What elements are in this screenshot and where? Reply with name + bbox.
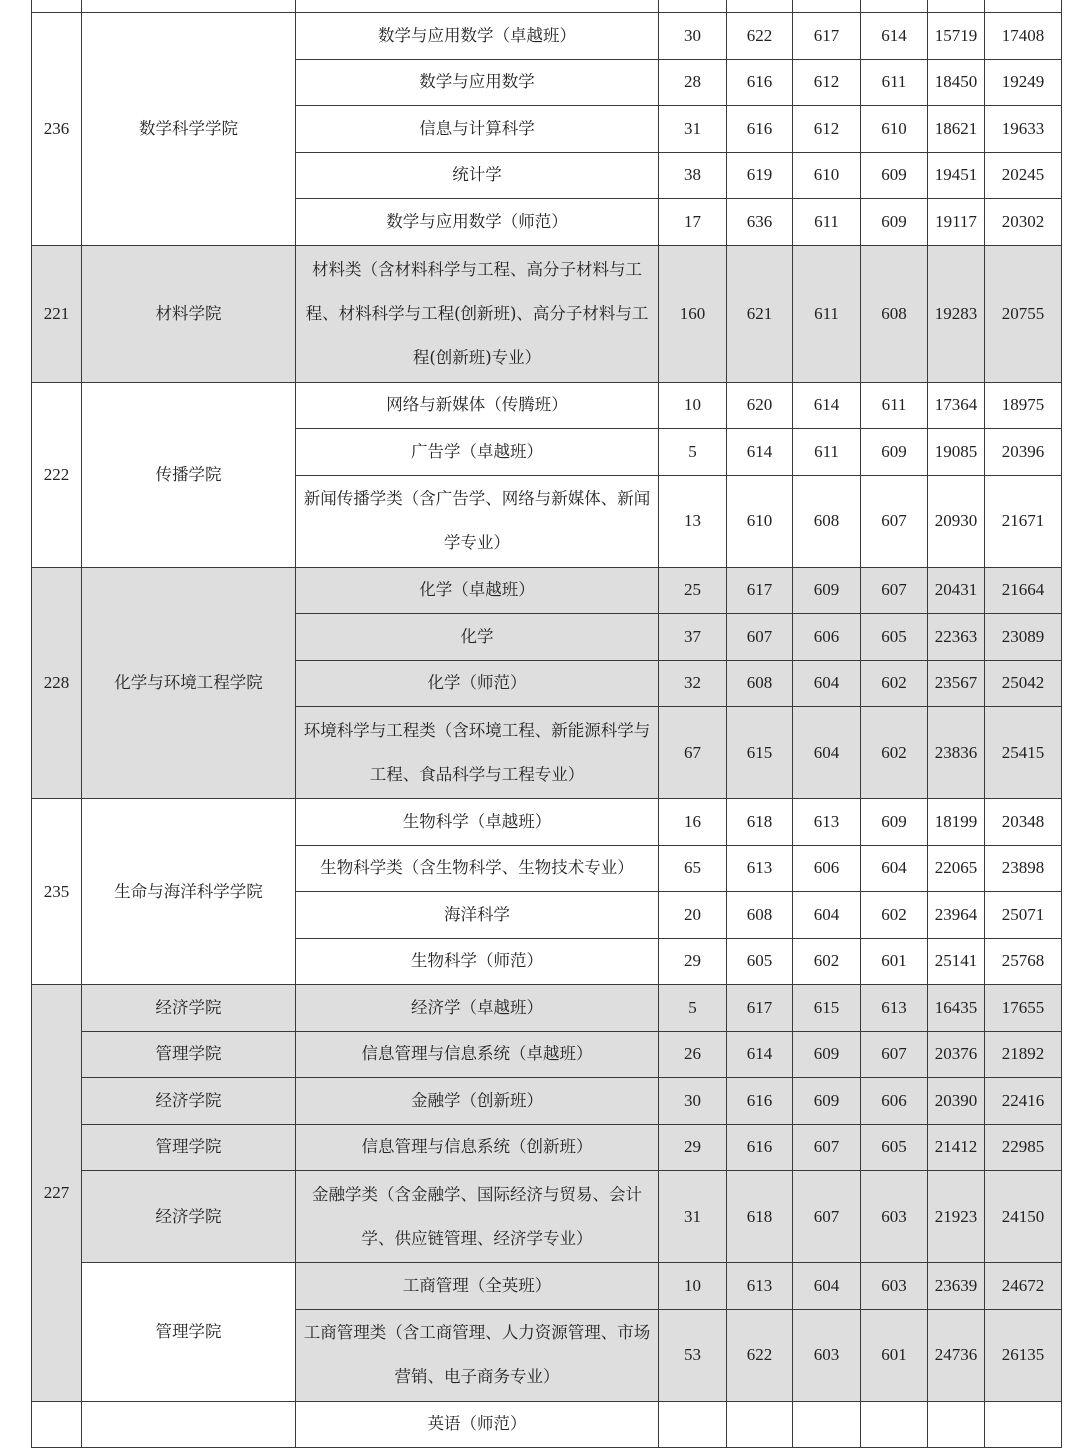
- min-score-cell: 611: [861, 59, 928, 106]
- avg-score-cell: 603: [793, 1309, 861, 1401]
- max-score-cell: 615: [727, 707, 793, 799]
- min-score-cell: 607: [861, 475, 928, 567]
- avg-score-cell: 609: [793, 1078, 861, 1125]
- max-score-cell: 616: [727, 1124, 793, 1171]
- max-score-cell: 621: [727, 245, 793, 382]
- rank-cell: 20376: [928, 1031, 985, 1078]
- rank-cell: 22363: [928, 614, 985, 661]
- table-cell: [32, 1401, 82, 1448]
- plan-cell: 38: [659, 152, 727, 199]
- min-score-cell: 609: [861, 152, 928, 199]
- rank-cell: 21892: [985, 1031, 1062, 1078]
- rank-cell: 18975: [985, 382, 1062, 429]
- max-score-cell: 613: [727, 1263, 793, 1310]
- plan-cell: 10: [659, 1263, 727, 1310]
- rank-cell: 17408: [985, 13, 1062, 60]
- rank-cell: 20431: [928, 567, 985, 614]
- min-score-cell: 614: [861, 13, 928, 60]
- table-row: [32, 0, 1062, 13]
- rank-cell: 20930: [928, 475, 985, 567]
- rank-cell: 22065: [928, 845, 985, 892]
- max-score-cell: 608: [727, 892, 793, 939]
- rank-cell: 20348: [985, 799, 1062, 846]
- major-cell: 信息管理与信息系统（卓越班）: [296, 1031, 659, 1078]
- major-cell: 新闻传播学类（含广告学、网络与新媒体、新闻学专业）: [296, 475, 659, 567]
- college-cell: 经济学院: [82, 1171, 296, 1263]
- max-score-cell: 636: [727, 199, 793, 246]
- rank-cell: 25071: [985, 892, 1062, 939]
- avg-score-cell: 615: [793, 985, 861, 1032]
- table-cell: [793, 0, 861, 13]
- table-cell: [82, 0, 296, 13]
- group-code-cell: 235: [32, 799, 82, 985]
- avg-score-cell: 611: [793, 245, 861, 382]
- table-cell: [32, 0, 82, 13]
- rank-cell: 18450: [928, 59, 985, 106]
- max-score-cell: 616: [727, 106, 793, 153]
- avg-score-cell: 604: [793, 1263, 861, 1310]
- plan-cell: 31: [659, 1171, 727, 1263]
- min-score-cell: 603: [861, 1171, 928, 1263]
- group-code-cell: 228: [32, 567, 82, 799]
- major-cell: 化学: [296, 614, 659, 661]
- rank-cell: 19249: [985, 59, 1062, 106]
- major-cell: 英语（师范）: [296, 1401, 659, 1448]
- rank-cell: 21664: [985, 567, 1062, 614]
- rank-cell: 25042: [985, 660, 1062, 707]
- rank-cell: 20245: [985, 152, 1062, 199]
- min-score-cell: 604: [861, 845, 928, 892]
- max-score-cell: 616: [727, 59, 793, 106]
- table-cell: [985, 1401, 1062, 1448]
- rank-cell: 24736: [928, 1309, 985, 1401]
- max-score-cell: 614: [727, 1031, 793, 1078]
- college-cell: 经济学院: [82, 1078, 296, 1125]
- rank-cell: 21412: [928, 1124, 985, 1171]
- rank-cell: 23836: [928, 707, 985, 799]
- major-cell: 生物科学（师范）: [296, 938, 659, 985]
- rank-cell: 23639: [928, 1263, 985, 1310]
- college-cell: 管理学院: [82, 1031, 296, 1078]
- min-score-cell: 609: [861, 799, 928, 846]
- major-cell: 材料类（含材料科学与工程、高分子材料与工程、材料科学与工程(创新班)、高分子材料与工程(创新班)专业）: [296, 245, 659, 382]
- college-cell: 管理学院: [82, 1263, 296, 1402]
- min-score-cell: 609: [861, 429, 928, 476]
- major-cell: 信息与计算科学: [296, 106, 659, 153]
- rank-cell: 24150: [985, 1171, 1062, 1263]
- min-score-cell: 602: [861, 660, 928, 707]
- major-cell: 经济学（卓越班）: [296, 985, 659, 1032]
- table-cell: [985, 0, 1062, 13]
- table-row: [32, 382, 1062, 429]
- avg-score-cell: 602: [793, 938, 861, 985]
- college-cell: 生命与海洋科学学院: [82, 799, 296, 985]
- max-score-cell: 620: [727, 382, 793, 429]
- table-cell: [861, 1401, 928, 1448]
- min-score-cell: 608: [861, 245, 928, 382]
- rank-cell: 19633: [985, 106, 1062, 153]
- rank-cell: 18621: [928, 106, 985, 153]
- rank-cell: 23567: [928, 660, 985, 707]
- min-score-cell: 602: [861, 707, 928, 799]
- table-cell: [928, 0, 985, 13]
- min-score-cell: 603: [861, 1263, 928, 1310]
- rank-cell: 26135: [985, 1309, 1062, 1401]
- max-score-cell: 617: [727, 567, 793, 614]
- min-score-cell: 606: [861, 1078, 928, 1125]
- min-score-cell: 610: [861, 106, 928, 153]
- rank-cell: 21671: [985, 475, 1062, 567]
- table-row: [32, 1401, 1062, 1448]
- plan-cell: 31: [659, 106, 727, 153]
- rank-cell: 24672: [985, 1263, 1062, 1310]
- major-cell: 数学与应用数学: [296, 59, 659, 106]
- table-cell: [727, 0, 793, 13]
- max-score-cell: 617: [727, 985, 793, 1032]
- plan-cell: 32: [659, 660, 727, 707]
- major-cell: 信息管理与信息系统（创新班）: [296, 1124, 659, 1171]
- avg-score-cell: 609: [793, 567, 861, 614]
- group-code-cell: 227: [32, 985, 82, 1402]
- rank-cell: 20302: [985, 199, 1062, 246]
- table-row: [32, 567, 1062, 614]
- rank-cell: 22416: [985, 1078, 1062, 1125]
- rank-cell: 25141: [928, 938, 985, 985]
- major-cell: 数学与应用数学（卓越班）: [296, 13, 659, 60]
- min-score-cell: 601: [861, 938, 928, 985]
- avg-score-cell: 613: [793, 799, 861, 846]
- plan-cell: 16: [659, 799, 727, 846]
- major-cell: 海洋科学: [296, 892, 659, 939]
- major-cell: 生物科学类（含生物科学、生物技术专业）: [296, 845, 659, 892]
- avg-score-cell: 608: [793, 475, 861, 567]
- table-cell: [861, 0, 928, 13]
- table-row: [32, 1263, 1062, 1310]
- max-score-cell: 613: [727, 845, 793, 892]
- rank-cell: 18199: [928, 799, 985, 846]
- college-cell: 数学科学学院: [82, 13, 296, 246]
- major-cell: 生物科学（卓越班）: [296, 799, 659, 846]
- rank-cell: 16435: [928, 985, 985, 1032]
- college-cell: 材料学院: [82, 245, 296, 382]
- avg-score-cell: 614: [793, 382, 861, 429]
- plan-cell: 17: [659, 199, 727, 246]
- max-score-cell: 618: [727, 799, 793, 846]
- plan-cell: 26: [659, 1031, 727, 1078]
- table-cell: [296, 0, 659, 13]
- max-score-cell: 622: [727, 1309, 793, 1401]
- min-score-cell: 605: [861, 614, 928, 661]
- plan-cell: 65: [659, 845, 727, 892]
- plan-cell: 29: [659, 1124, 727, 1171]
- rank-cell: 23089: [985, 614, 1062, 661]
- major-cell: 金融学类（含金融学、国际经济与贸易、会计学、供应链管理、经济学专业）: [296, 1171, 659, 1263]
- group-code-cell: 236: [32, 13, 82, 246]
- rank-cell: 25415: [985, 707, 1062, 799]
- max-score-cell: 605: [727, 938, 793, 985]
- admission-scores-table: [31, 0, 1062, 1448]
- avg-score-cell: 607: [793, 1124, 861, 1171]
- avg-score-cell: 604: [793, 660, 861, 707]
- rank-cell: 19117: [928, 199, 985, 246]
- rank-cell: 25768: [985, 938, 1062, 985]
- min-score-cell: 607: [861, 567, 928, 614]
- major-cell: 工商管理类（含工商管理、人力资源管理、市场营销、电子商务专业）: [296, 1309, 659, 1401]
- avg-score-cell: 607: [793, 1171, 861, 1263]
- avg-score-cell: 609: [793, 1031, 861, 1078]
- major-cell: 统计学: [296, 152, 659, 199]
- plan-cell: 5: [659, 985, 727, 1032]
- rank-cell: 19283: [928, 245, 985, 382]
- major-cell: 广告学（卓越班）: [296, 429, 659, 476]
- min-score-cell: 609: [861, 199, 928, 246]
- rank-cell: 23898: [985, 845, 1062, 892]
- plan-cell: 30: [659, 1078, 727, 1125]
- table-row: [32, 985, 1062, 1032]
- plan-cell: 13: [659, 475, 727, 567]
- rank-cell: 17364: [928, 382, 985, 429]
- avg-score-cell: 604: [793, 892, 861, 939]
- group-code-cell: 221: [32, 245, 82, 382]
- plan-cell: 53: [659, 1309, 727, 1401]
- table-row: [32, 799, 1062, 846]
- table-cell: [659, 1401, 727, 1448]
- group-code-cell: 222: [32, 382, 82, 567]
- avg-score-cell: 611: [793, 199, 861, 246]
- plan-cell: 29: [659, 938, 727, 985]
- plan-cell: 25: [659, 567, 727, 614]
- table-row: [32, 1078, 1062, 1125]
- college-cell: 管理学院: [82, 1124, 296, 1171]
- plan-cell: 28: [659, 59, 727, 106]
- table-cell: [659, 0, 727, 13]
- major-cell: 数学与应用数学（师范）: [296, 199, 659, 246]
- avg-score-cell: 611: [793, 429, 861, 476]
- table-cell: [727, 1401, 793, 1448]
- avg-score-cell: 606: [793, 614, 861, 661]
- rank-cell: 20390: [928, 1078, 985, 1125]
- rank-cell: 20396: [985, 429, 1062, 476]
- min-score-cell: 611: [861, 382, 928, 429]
- plan-cell: 30: [659, 13, 727, 60]
- max-score-cell: 608: [727, 660, 793, 707]
- rank-cell: 17655: [985, 985, 1062, 1032]
- min-score-cell: 602: [861, 892, 928, 939]
- avg-score-cell: 612: [793, 59, 861, 106]
- rank-cell: 23964: [928, 892, 985, 939]
- table-row: [32, 245, 1062, 382]
- min-score-cell: 605: [861, 1124, 928, 1171]
- plan-cell: 160: [659, 245, 727, 382]
- max-score-cell: 616: [727, 1078, 793, 1125]
- min-score-cell: 601: [861, 1309, 928, 1401]
- table-row: [32, 1171, 1062, 1263]
- max-score-cell: 610: [727, 475, 793, 567]
- max-score-cell: 607: [727, 614, 793, 661]
- major-cell: 化学（卓越班）: [296, 567, 659, 614]
- plan-cell: 20: [659, 892, 727, 939]
- min-score-cell: 607: [861, 1031, 928, 1078]
- major-cell: 环境科学与工程类（含环境工程、新能源科学与工程、食品科学与工程专业）: [296, 707, 659, 799]
- rank-cell: 19451: [928, 152, 985, 199]
- avg-score-cell: 617: [793, 13, 861, 60]
- college-cell: 经济学院: [82, 985, 296, 1032]
- avg-score-cell: 610: [793, 152, 861, 199]
- max-score-cell: 619: [727, 152, 793, 199]
- rank-cell: 19085: [928, 429, 985, 476]
- max-score-cell: 622: [727, 13, 793, 60]
- max-score-cell: 618: [727, 1171, 793, 1263]
- table-row: [32, 1031, 1062, 1078]
- avg-score-cell: 606: [793, 845, 861, 892]
- table-row: [32, 1124, 1062, 1171]
- avg-score-cell: 612: [793, 106, 861, 153]
- major-cell: 金融学（创新班）: [296, 1078, 659, 1125]
- rank-cell: 21923: [928, 1171, 985, 1263]
- major-cell: 化学（师范）: [296, 660, 659, 707]
- min-score-cell: 613: [861, 985, 928, 1032]
- table-row: [32, 13, 1062, 60]
- major-cell: 网络与新媒体（传腾班）: [296, 382, 659, 429]
- avg-score-cell: 604: [793, 707, 861, 799]
- table-cell: [82, 1401, 296, 1448]
- plan-cell: 10: [659, 382, 727, 429]
- college-cell: 化学与环境工程学院: [82, 567, 296, 799]
- plan-cell: 37: [659, 614, 727, 661]
- rank-cell: 15719: [928, 13, 985, 60]
- table-cell: [928, 1401, 985, 1448]
- college-cell: 传播学院: [82, 382, 296, 567]
- plan-cell: 5: [659, 429, 727, 476]
- plan-cell: 67: [659, 707, 727, 799]
- rank-cell: 20755: [985, 245, 1062, 382]
- max-score-cell: 614: [727, 429, 793, 476]
- rank-cell: 22985: [985, 1124, 1062, 1171]
- major-cell: 工商管理（全英班）: [296, 1263, 659, 1310]
- table-cell: [793, 1401, 861, 1448]
